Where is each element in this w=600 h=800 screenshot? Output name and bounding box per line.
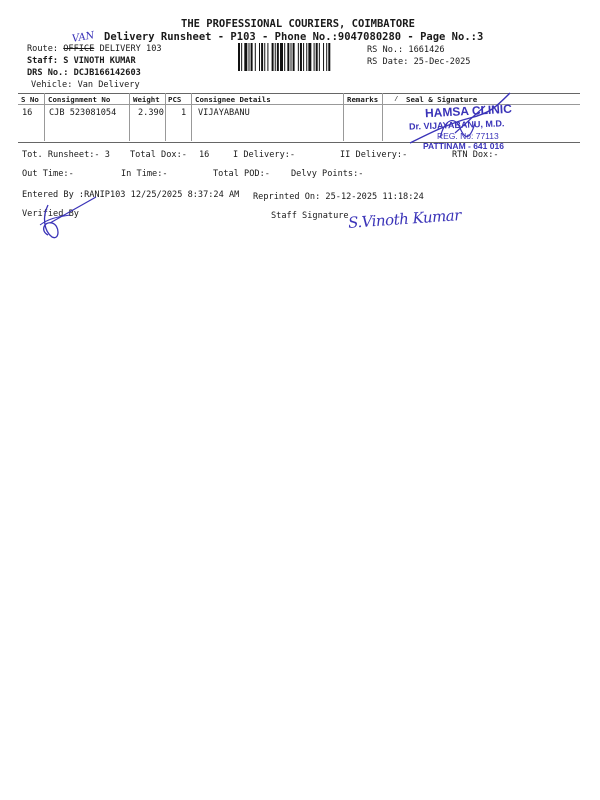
col-header-weight: Weight [133, 95, 160, 104]
cell-sno: 16 [22, 108, 33, 118]
col-header-seal: Seal & Signature [406, 95, 478, 104]
out-time: Out Time:- [22, 169, 74, 179]
barcode-bar [298, 43, 299, 71]
staff-name: Staff: S VINOTH KUMAR [27, 56, 136, 66]
barcode-bar [241, 43, 242, 71]
barcode-bar [293, 43, 295, 71]
total-dox-value: 16 [199, 150, 210, 160]
barcode-bar [249, 43, 250, 71]
barcode-bar [300, 43, 302, 71]
rtn-dox: RTN Dox:- [452, 150, 499, 160]
stamp-line-3: REG. No: 77113 [437, 131, 499, 141]
in-time: In Time:- [121, 169, 168, 179]
runsheet-title: Delivery Runsheet - P103 - Phone No.:9047080280 - Page No.:3 [104, 31, 484, 43]
entered-by: Entered By :RANIP103 12/25/2025 8:37:24 AM [22, 190, 240, 200]
ii-delivery: II Delivery:- [340, 150, 408, 160]
cell-weight: 2.390 [138, 108, 164, 118]
cell-consignment: CJB 523081054 [49, 108, 117, 118]
barcode-bar [280, 43, 283, 71]
route-handwritten: VAN [71, 30, 96, 45]
total-pod: Total POD:- [213, 169, 270, 179]
barcode-bar [238, 43, 240, 71]
barcode-bar [316, 43, 318, 71]
barcode-bar [277, 43, 279, 71]
route-line [27, 44, 162, 54]
delvy-points: Delvy Points:- [291, 169, 364, 179]
barcode-bar [272, 43, 274, 71]
barcode-bar [328, 43, 330, 71]
verified-signature [30, 195, 105, 245]
barcode-bar [251, 43, 253, 71]
barcode-bar [244, 43, 247, 71]
stamp-line-4: PATTINAM - 641 016 [423, 141, 504, 151]
barcode-bar [275, 43, 276, 71]
col-header-remarks: Remarks [347, 95, 379, 104]
barcode-bar [284, 43, 285, 71]
vehicle: Vehicle: Van Delivery [31, 80, 140, 90]
barcode-bar [308, 43, 311, 71]
barcode-bar [323, 43, 324, 71]
stamp-signature-scribble [400, 88, 520, 158]
barcode-bar [264, 43, 265, 71]
staff-signature-label: Staff Signature [271, 211, 349, 221]
company-name: THE PROFESSIONAL COURIERS, COIMBATORE [181, 18, 415, 30]
barcode-bar [326, 43, 327, 71]
stamp-line-2: Dr. VIJAYABANU, M.D. [408, 118, 505, 132]
reprinted-on: Reprinted On: 25-12-2025 11:18:24 [253, 192, 424, 202]
barcode-bar [287, 43, 289, 71]
rs-date: RS Date: 25-Dec-2025 [367, 57, 471, 67]
barcode-bar [291, 43, 292, 71]
cell-pcs: 1 [181, 108, 187, 118]
rs-number: RS No.: 1661426 [367, 45, 445, 55]
barcode-bar [255, 43, 256, 71]
route-struck: OFFICE [63, 44, 95, 54]
total-dox-label: Total Dox:- [130, 150, 187, 160]
barcode-bar [314, 43, 315, 71]
barcode-bar [306, 43, 307, 71]
route-value: DELIVERY 103 [99, 44, 162, 54]
i-delivery: I Delivery:- [233, 150, 296, 160]
barcode-bar [259, 43, 260, 71]
cell-consignee: VIJAYABANU [198, 108, 250, 118]
col-header-sno: S No [21, 95, 39, 104]
drs-number: DRS No.: DCJB166142603 [27, 68, 141, 78]
stamp-line-1: HAMSA CLINIC [424, 101, 513, 121]
col-header-consignee: Consignee Details [195, 95, 271, 104]
col-header-consignment: Consignment No [48, 95, 111, 104]
staff-handwritten-signature: S.Vinoth Kumar [347, 206, 462, 232]
verified-by: Verified By [22, 209, 79, 219]
route-label: Route: [27, 44, 59, 54]
barcode-bar [319, 43, 320, 71]
barcode-bar [261, 43, 263, 71]
barcode [238, 43, 364, 71]
barcode-bar [303, 43, 304, 71]
barcode-bar [267, 43, 268, 71]
col-header-pcs: PCS [168, 95, 182, 104]
total-runsheet: Tot. Runsheet:- 3 [22, 150, 110, 160]
col-header-mark: ⁄ [394, 94, 399, 103]
